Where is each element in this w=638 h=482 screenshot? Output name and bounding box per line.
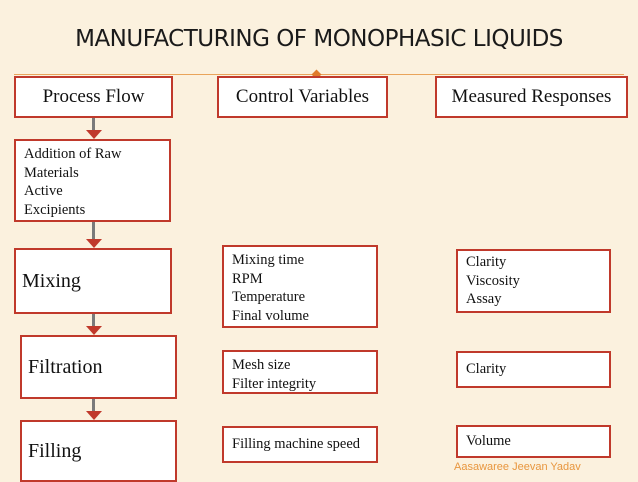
- response-item: Assay: [466, 291, 502, 308]
- header-control-variables: [217, 76, 388, 118]
- control-item: Temperature: [232, 289, 306, 305]
- filtration-controls-box: [222, 350, 378, 394]
- control-item: Filling machine speed: [232, 436, 361, 453]
- filtration-responses-box: [456, 351, 611, 388]
- addition-line: Excipients: [24, 201, 86, 218]
- control-item: Filter integrity: [232, 375, 317, 392]
- mixing-controls-box: [222, 245, 378, 328]
- header-control-variables-label: Control Variables: [235, 86, 370, 107]
- step-filling-box: [20, 420, 177, 482]
- step-filtration-label: Filtration: [28, 355, 103, 378]
- control-item: Mesh size: [232, 357, 291, 373]
- step-addition-box: [14, 139, 171, 222]
- step-filtration-box: [20, 335, 177, 399]
- flow-arrow-2: [86, 222, 102, 248]
- author-credit: Aasawaree Jeevan Yadav: [454, 461, 581, 473]
- flow-arrow-4: [86, 399, 102, 420]
- control-item: Final volume: [232, 307, 309, 324]
- flow-arrow-1: [86, 118, 102, 139]
- header-process-flow-label: Process Flow: [42, 86, 145, 107]
- header-measured-responses: [435, 76, 628, 118]
- step-mixing-label: Mixing: [22, 269, 81, 292]
- response-item: Volume: [466, 433, 511, 450]
- control-item: Mixing time: [232, 252, 305, 268]
- step-filling-label: Filling: [28, 439, 82, 462]
- control-item: RPM: [232, 270, 263, 287]
- filling-controls-box: [222, 426, 378, 463]
- addition-line: Materials: [24, 164, 79, 181]
- header-process-flow: [14, 76, 173, 118]
- step-mixing-box: [14, 248, 172, 314]
- response-item: Clarity: [466, 361, 507, 378]
- response-item: Clarity: [466, 254, 507, 271]
- addition-line: Active: [24, 183, 63, 199]
- response-item: Viscosity: [466, 272, 520, 289]
- filling-responses-box: [456, 425, 611, 458]
- slide-title: MANUFACTURING OF MONOPHASIC LIQUIDS: [75, 26, 563, 52]
- header-measured-responses-label: Measured Responses: [451, 86, 612, 107]
- mixing-responses-box: [456, 249, 611, 313]
- flow-arrow-3: [86, 314, 102, 335]
- addition-line: Addition of Raw: [24, 146, 122, 162]
